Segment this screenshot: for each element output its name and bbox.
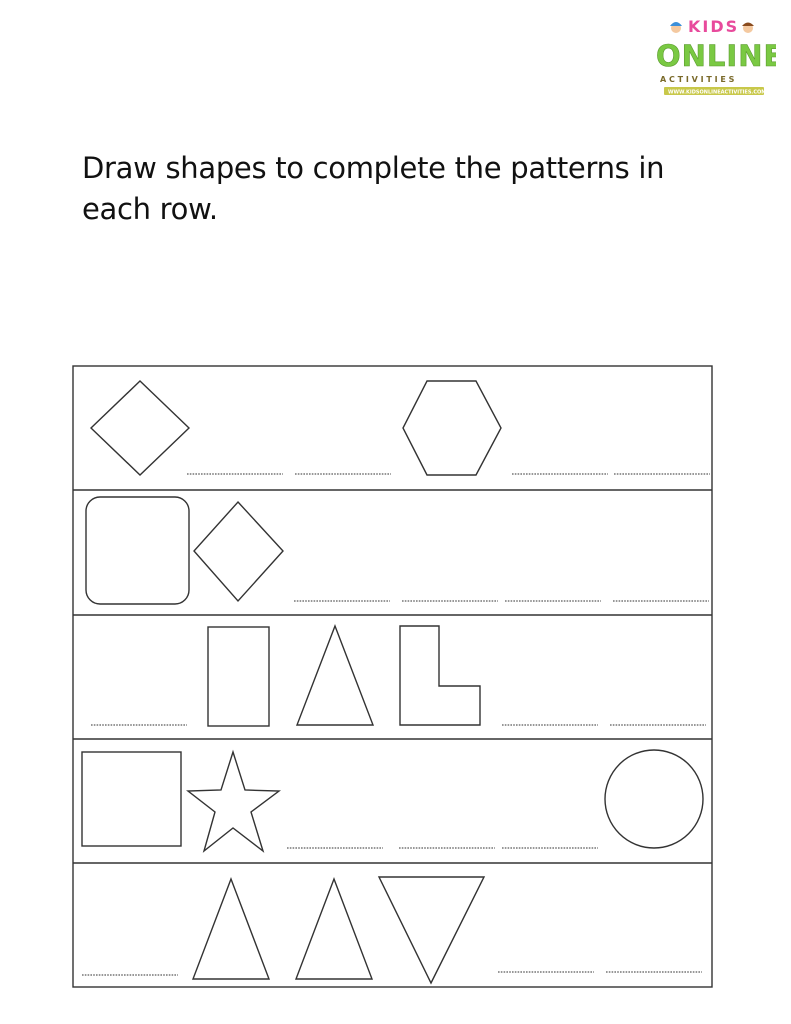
rectangle-shape <box>208 627 269 726</box>
star-shape <box>188 752 279 851</box>
square-shape <box>82 752 181 846</box>
logo-kids: KIDS <box>688 17 740 36</box>
circle-shape <box>605 750 703 848</box>
grid-frame <box>73 366 712 987</box>
triangle-shape <box>296 879 372 979</box>
rounded-square-shape <box>86 497 189 604</box>
logo-online: ONLINE <box>656 39 776 73</box>
logo-url: WWW.KIDSONLINEACTIVITIES.COM <box>668 89 767 96</box>
diamond-shape <box>194 502 283 601</box>
diamond-shape <box>91 381 189 475</box>
logo-activities: A C T I V I T I E S <box>660 75 735 84</box>
triangle-shape <box>193 879 269 979</box>
inverted-triangle-shape <box>379 877 484 983</box>
l-shape <box>400 626 480 725</box>
instructions-title: Draw shapes to complete the patterns in each row. <box>82 151 665 226</box>
triangle-shape <box>297 626 373 725</box>
hexagon-shape <box>403 381 501 475</box>
